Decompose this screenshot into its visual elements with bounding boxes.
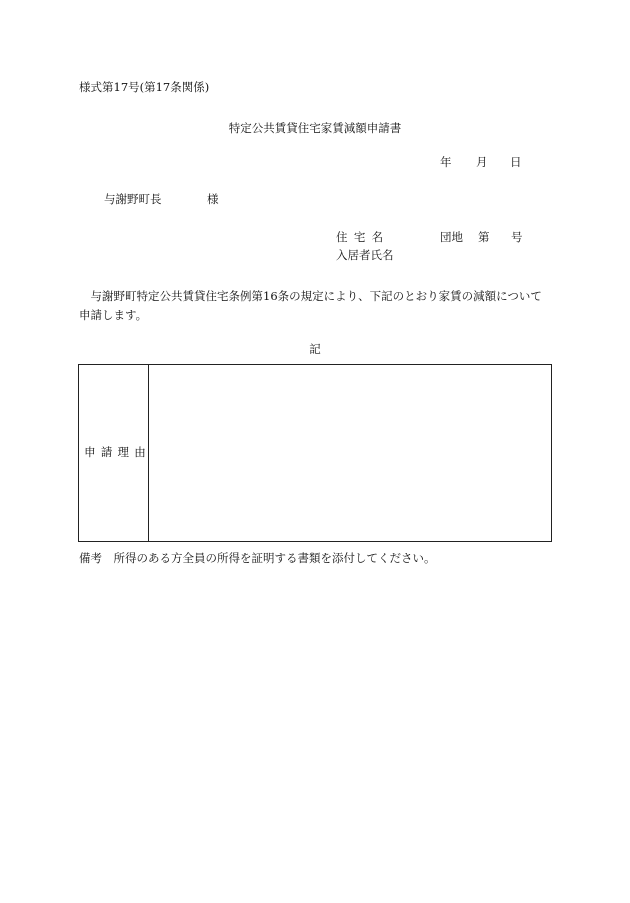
housing-name-label: 住宅名 (336, 230, 390, 244)
reason-label: 申請理由 (84, 445, 151, 459)
building-number-suffix: 号 (511, 230, 523, 244)
resident-name-label: 入居者氏名 (336, 248, 394, 262)
reason-input-cell[interactable] (149, 365, 551, 541)
ki-heading: 記 (309, 342, 321, 356)
form-number: 様式第17号(第17条関係) (79, 80, 210, 94)
estate-label: 団地 (440, 230, 463, 244)
recipient-name: 与謝野町長 (104, 192, 162, 206)
recipient-honorific: 様 (207, 192, 219, 206)
building-number-prefix: 第 (478, 230, 490, 244)
reason-table (78, 364, 552, 542)
date-year-label: 年 (440, 155, 452, 169)
reason-label-cell (79, 365, 149, 541)
date-day-label: 日 (510, 155, 522, 169)
document-title: 特定公共賃貸住宅家賃減額申請書 (228, 121, 402, 135)
remarks-note: 備考 所得のある方全員の所得を証明する書類を添付してください。 (79, 551, 436, 565)
application-statement: 与謝野町特定公共賃貸住宅条例第16条の規定により、下記のとおり家賃の減額について申請します。 (79, 289, 542, 322)
date-month-label: 月 (476, 155, 488, 169)
